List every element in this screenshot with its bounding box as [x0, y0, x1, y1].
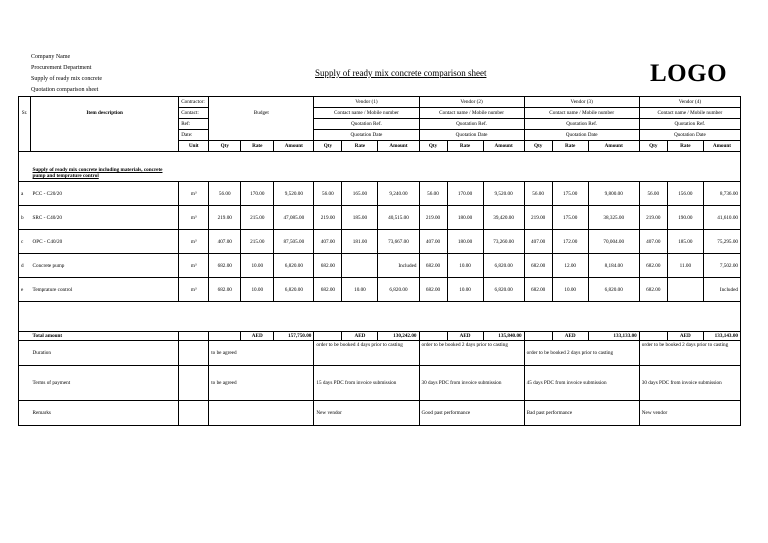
budget-amount: 9,520.00	[274, 182, 314, 206]
total-v1-currency: AED	[342, 332, 378, 341]
total-v4-currency: AED	[667, 332, 703, 341]
company-logo: LOGO	[650, 60, 728, 87]
table-row	[19, 278, 741, 302]
v1-rate: 10.00	[342, 278, 378, 302]
v4-rate-header: Rate	[667, 141, 703, 152]
budget-qty: 56.00	[209, 182, 241, 206]
total-label: Total amount	[31, 332, 179, 341]
section-sr	[19, 152, 31, 182]
remarks-v1: New vendor	[314, 401, 419, 426]
vendor2-name: Vendor (2)	[419, 97, 524, 108]
payment-unit	[179, 366, 209, 401]
total-v1-qty	[314, 332, 342, 341]
v1-amount: 9,240.00	[378, 182, 419, 206]
v2-rate: 10.00	[447, 254, 483, 278]
payment-label: Terms of payment	[31, 366, 179, 401]
v4-amount: 7,502.00	[703, 254, 740, 278]
total-v2-amount: 135,840.00	[483, 332, 524, 341]
v3-rate-header: Rate	[552, 141, 588, 152]
v1-qty: 682.00	[314, 278, 342, 302]
payment-sr	[19, 366, 31, 401]
v4-qty: 407.00	[639, 230, 667, 254]
v1-qty-header: Qty	[314, 141, 342, 152]
item-desc-header-top	[31, 97, 179, 108]
v4-amount: 75,295.00	[703, 230, 740, 254]
sr-header-low	[19, 130, 31, 141]
vendor1-name: Vendor (1)	[314, 97, 419, 108]
remarks-budget	[209, 401, 314, 426]
v2-rate: 10.00	[447, 278, 483, 302]
unit-header: Unit	[179, 141, 209, 152]
row-sr: c	[19, 230, 31, 254]
duration-v1: order to be booked 4 days prior to casting	[314, 341, 419, 366]
v4-rate: 11.00	[667, 254, 703, 278]
vendor1-date: Quotation Date	[314, 130, 419, 141]
sr-header	[19, 97, 31, 108]
v2-amount: 6,820.00	[483, 254, 524, 278]
budget-rate: 215.00	[241, 230, 274, 254]
vendor3-contact: Contact name / Mobile number	[524, 108, 639, 119]
total-v3-currency: AED	[552, 332, 588, 341]
table-row	[19, 206, 741, 230]
v1-amount: 40,515.00	[378, 206, 419, 230]
comparison-sheet	[18, 52, 741, 438]
vendor1-contact: Contact name / Mobile number	[314, 108, 419, 119]
row-desc: PCC - C20/20	[31, 182, 179, 206]
duration-label: Duration	[31, 341, 179, 366]
v2-amount: 6,820.00	[483, 278, 524, 302]
vendor4-contact: Contact name / Mobile number	[639, 108, 740, 119]
budget-header-low	[209, 130, 314, 141]
budget-rate: 10.00	[241, 278, 274, 302]
item-desc-header-low	[31, 130, 179, 141]
v4-rate: 185.00	[667, 230, 703, 254]
vendor4-ref: Quotation Ref.	[639, 119, 740, 130]
budget-rate: 170.00	[241, 182, 274, 206]
v2-qty: 56.00	[419, 182, 447, 206]
v3-amount: 6,820.00	[588, 278, 639, 302]
total-v3-amount: 133,133.00	[588, 332, 639, 341]
sheet-title: Supply of ready mix concrete comparison sheet	[315, 68, 487, 78]
total-row	[19, 332, 741, 341]
ref-label: Ref:	[179, 119, 209, 130]
v3-amount: 70,004.00	[588, 230, 639, 254]
table-row	[19, 230, 741, 254]
budget-amount: 87,505.00	[274, 230, 314, 254]
v1-qty: 219.00	[314, 206, 342, 230]
payment-budget: to be agreed	[209, 366, 314, 401]
v2-amount-header: Amount	[483, 141, 524, 152]
v3-rate: 12.00	[552, 254, 588, 278]
v3-rate: 175.00	[552, 182, 588, 206]
v1-amount: 73,667.00	[378, 230, 419, 254]
v2-amount: 39,420.00	[483, 206, 524, 230]
sr-header-bottom	[19, 141, 31, 152]
total-budget-qty	[209, 332, 241, 341]
vendor1-ref: Quotation Ref.	[314, 119, 419, 130]
v3-qty: 219.00	[524, 206, 552, 230]
v3-amount: 8,184.00	[588, 254, 639, 278]
v1-rate	[342, 254, 378, 278]
v1-rate: 185.00	[342, 206, 378, 230]
section-title: Supply of ready mix concrete including materials, concrete pump and temprature control	[32, 167, 163, 179]
document-type: Quotation comparison sheet	[31, 87, 99, 93]
vendor2-contact: Contact name / Mobile number	[419, 108, 524, 119]
spacer-row	[31, 302, 741, 332]
v1-qty: 682.00	[314, 254, 342, 278]
duration-v2: order to be booked 2 days prior to casting	[419, 341, 524, 366]
contact-label: Contact:	[179, 108, 209, 119]
v4-qty-header: Qty	[639, 141, 667, 152]
v2-qty: 682.00	[419, 278, 447, 302]
contractor-label: Contractor:	[179, 97, 209, 108]
v2-rate: 180.00	[447, 230, 483, 254]
v2-amount: 9,520.00	[483, 182, 524, 206]
total-budget-currency: AED	[241, 332, 274, 341]
vendor3-date: Quotation Date	[524, 130, 639, 141]
v1-rate: 181.00	[342, 230, 378, 254]
remarks-v4: New vendor	[639, 401, 740, 426]
duration-sr	[19, 341, 31, 366]
v1-rate-header: Rate	[342, 141, 378, 152]
total-v4-qty	[639, 332, 667, 341]
v2-qty: 219.00	[419, 206, 447, 230]
row-sr: a	[19, 182, 31, 206]
v2-qty-header: Qty	[419, 141, 447, 152]
remarks-unit	[179, 401, 209, 426]
vendor2-ref: Quotation Ref.	[419, 119, 524, 130]
payment-v2: 30 days PDC from invoice submission	[419, 366, 524, 401]
v2-qty: 407.00	[419, 230, 447, 254]
total-v2-qty	[419, 332, 447, 341]
row-unit: m³	[179, 206, 209, 230]
section-title-cell	[31, 152, 741, 182]
v3-amount: 9,800.00	[588, 182, 639, 206]
v3-qty: 56.00	[524, 182, 552, 206]
vendor4-name: Vendor (4)	[639, 97, 740, 108]
vendor3-name: Vendor (3)	[524, 97, 639, 108]
row-desc: OPC - C40/20	[31, 230, 179, 254]
row-unit: m³	[179, 254, 209, 278]
v4-rate: 156.00	[667, 182, 703, 206]
company-name: Company Name	[31, 54, 71, 60]
total-v2-currency: AED	[447, 332, 483, 341]
v1-amount-header: Amount	[378, 141, 419, 152]
v4-amount: Included	[703, 278, 740, 302]
table-row	[19, 182, 741, 206]
budget-qty: 682.00	[209, 254, 241, 278]
v1-rate: 165.00	[342, 182, 378, 206]
vendor4-date: Quotation Date	[639, 130, 740, 141]
row-desc: Concrete pump	[31, 254, 179, 278]
row-sr: b	[19, 206, 31, 230]
v3-qty-header: Qty	[524, 141, 552, 152]
row-sr: d	[19, 254, 31, 278]
budget-amount-header: Amount	[274, 141, 314, 152]
budget-header-mid	[209, 119, 314, 130]
total-unit	[179, 332, 209, 341]
budget-rate-header: Rate	[241, 141, 274, 152]
budget-rate: 10.00	[241, 254, 274, 278]
v2-rate: 180.00	[447, 206, 483, 230]
department-name: Procurement Department	[31, 65, 92, 71]
row-desc: SRC - C40/20	[31, 206, 179, 230]
date-label: Date:	[179, 130, 209, 141]
vendor3-ref: Quotation Ref.	[524, 119, 639, 130]
duration-row	[19, 341, 741, 366]
total-v4-amount: 133,143.00	[703, 332, 740, 341]
v2-rate-header: Rate	[447, 141, 483, 152]
v3-amount: 38,325.00	[588, 206, 639, 230]
payment-v4: 30 days PDC from invoice submission	[639, 366, 740, 401]
budget-rate: 215.00	[241, 206, 274, 230]
v3-rate: 175.00	[552, 206, 588, 230]
subject-line: Supply of ready mix concrete	[31, 76, 102, 82]
v1-qty: 407.00	[314, 230, 342, 254]
v2-qty: 682.00	[419, 254, 447, 278]
v4-qty: 682.00	[639, 254, 667, 278]
v3-rate: 172.00	[552, 230, 588, 254]
v3-amount-header: Amount	[588, 141, 639, 152]
duration-budget: to be agreed	[209, 341, 314, 366]
v1-amount: Included	[378, 254, 419, 278]
remarks-v3: Bad past performance	[524, 401, 639, 426]
v3-qty: 682.00	[524, 278, 552, 302]
row-unit: m³	[179, 230, 209, 254]
v4-rate: 190.00	[667, 206, 703, 230]
table-row	[19, 254, 741, 278]
item-desc-header-bottom	[31, 141, 179, 152]
spacer-sr	[19, 302, 31, 332]
total-v3-qty	[524, 332, 552, 341]
v4-amount: 8,736.00	[703, 182, 740, 206]
budget-qty-header: Qty	[209, 141, 241, 152]
duration-v4: order to be booked 2 days prior to casting	[639, 341, 740, 366]
v4-amount-header: Amount	[703, 141, 740, 152]
v4-amount: 41,610.00	[703, 206, 740, 230]
budget-label: Budget	[209, 108, 314, 119]
total-budget-amount: 157,750.00	[274, 332, 314, 341]
v2-amount: 73,260.00	[483, 230, 524, 254]
row-unit: m³	[179, 182, 209, 206]
total-sr	[19, 332, 31, 341]
remarks-row	[19, 401, 741, 426]
v2-rate: 170.00	[447, 182, 483, 206]
duration-unit	[179, 341, 209, 366]
sr-header-mid	[19, 119, 31, 130]
vendor2-date: Quotation Date	[419, 130, 524, 141]
payment-v1: 15 days PDC from invoice submission	[314, 366, 419, 401]
v1-qty: 56.00	[314, 182, 342, 206]
row-sr: e	[19, 278, 31, 302]
budget-qty: 219.00	[209, 206, 241, 230]
header-lines	[31, 52, 102, 96]
v1-amount: 6,820.00	[378, 278, 419, 302]
v4-qty: 56.00	[639, 182, 667, 206]
v3-rate: 10.00	[552, 278, 588, 302]
remarks-v2: Good past performance	[419, 401, 524, 426]
budget-header-top	[209, 97, 314, 108]
v3-qty: 407.00	[524, 230, 552, 254]
budget-amount: 6,820.00	[274, 254, 314, 278]
remarks-sr	[19, 401, 31, 426]
sr-label: Sr.	[19, 108, 31, 119]
total-v1-amount: 130,242.00	[378, 332, 419, 341]
budget-qty: 407.00	[209, 230, 241, 254]
comparison-table	[18, 96, 741, 426]
v3-qty: 682.00	[524, 254, 552, 278]
item-desc-header-mid	[31, 119, 179, 130]
remarks-label: Remarks	[31, 401, 179, 426]
budget-amount: 47,085.00	[274, 206, 314, 230]
row-desc: Temprature control	[31, 278, 179, 302]
v4-rate	[667, 278, 703, 302]
duration-v3: order to be booked 2 days prior to casting	[524, 341, 639, 366]
budget-qty: 682.00	[209, 278, 241, 302]
v4-qty: 682.00	[639, 278, 667, 302]
item-description-label: Item description	[31, 108, 179, 119]
budget-amount: 6,820.00	[274, 278, 314, 302]
payment-row	[19, 366, 741, 401]
row-unit: m³	[179, 278, 209, 302]
v4-qty: 219.00	[639, 206, 667, 230]
payment-v3: 45 days PDC from invoice submission	[524, 366, 639, 401]
